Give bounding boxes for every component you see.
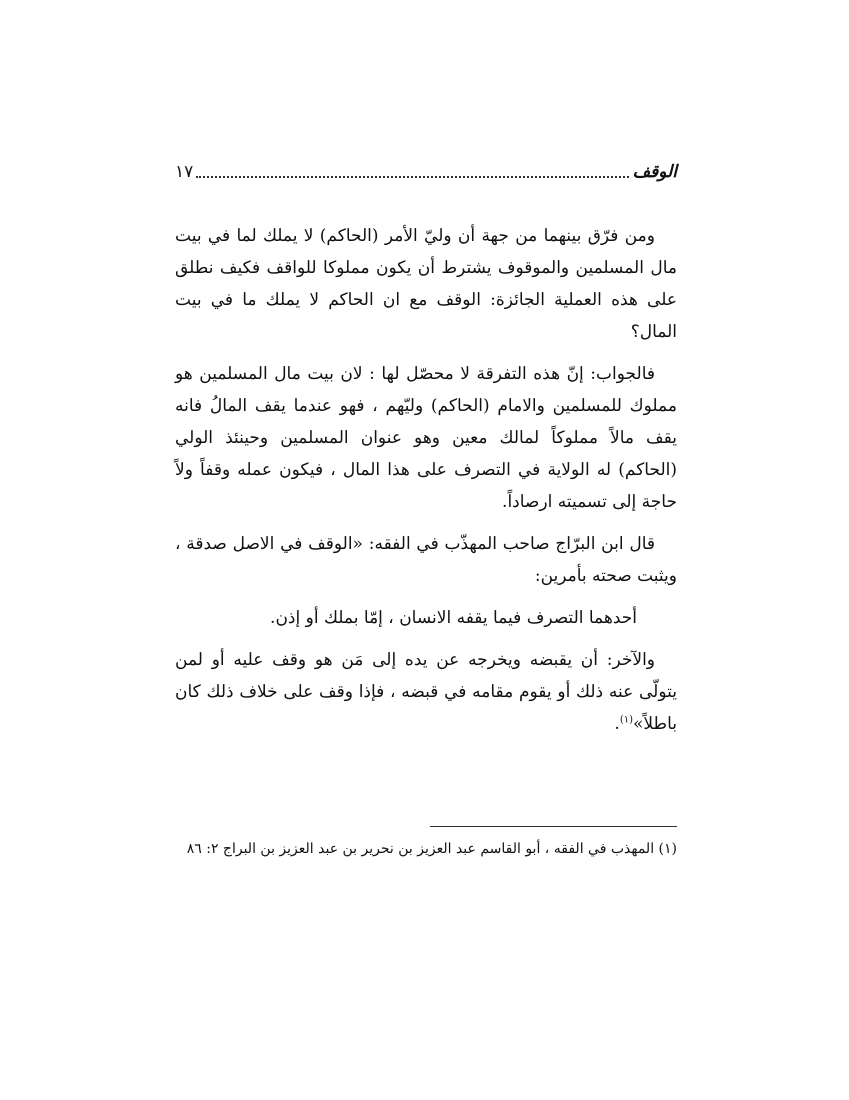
footnote-reference[interactable]: (١) — [619, 714, 633, 726]
paragraph-4: أحدهما التصرف فيما يقفه الانسان ، إمّا بملك أو إذن. — [270, 608, 637, 628]
page-header — [175, 154, 677, 184]
paragraph-3: قال ابن البرّاج صاحب المهذّب في الفقه: «الوقف في الاصل صدقة ، ويثبت صحته بأمرين: — [175, 534, 677, 586]
paragraph-5 — [175, 644, 677, 740]
paragraph-2: فالجواب: إنّ هذه التفرقة لا محصّل لها : لان بيت مال المسلمين هو مملوك للمسلمين والامام (الحاكم) وليّهم ، فهو عندما يقف المالُ فانه يقف مالاً مملوكاً لمالك معين وهو عنوان المسلمين وحينئذ الولي (الحاكم) له الولاية في التصرف على هذا المال ، فيكون عمله وقفاً ولاً حاجة إلى تسميته ارصاداً. — [175, 364, 677, 512]
running-title: الوقف — [632, 162, 677, 182]
footnote: (١) المهذب في الفقه ، أبو القاسم عبد العزيز بن نحرير بن عبد العزيز بن البراج ٢: ٨٦ — [186, 841, 677, 857]
paragraph-1: ومن فرّق بينهما من جهة أن وليّ الأمر (الحاكم) لا يملك لما في بيت مال المسلمين والموقوف يشترط أن يكون مملوكا للواقف فكيف نطلق على هذه العملية الجائزة: الوقف مع ان الحاكم لا يملك ما في بيت المال؟ — [175, 226, 677, 342]
main-text — [175, 220, 677, 750]
page-number: ١٧ — [175, 162, 194, 182]
footnote-divider — [430, 826, 677, 827]
paragraph-5-end: . — [614, 714, 620, 734]
paragraph-5-text: والآخر: أن يقبضه ويخرجه عن يده إلى مَن هو وقف عليه أو لمن يتولّى عنه ذلك أو يقوم مقامه في قبضه ، فإذا وقف على خلاف ذلك كان باطلاً» — [175, 650, 677, 734]
dotted-leader — [196, 175, 628, 178]
